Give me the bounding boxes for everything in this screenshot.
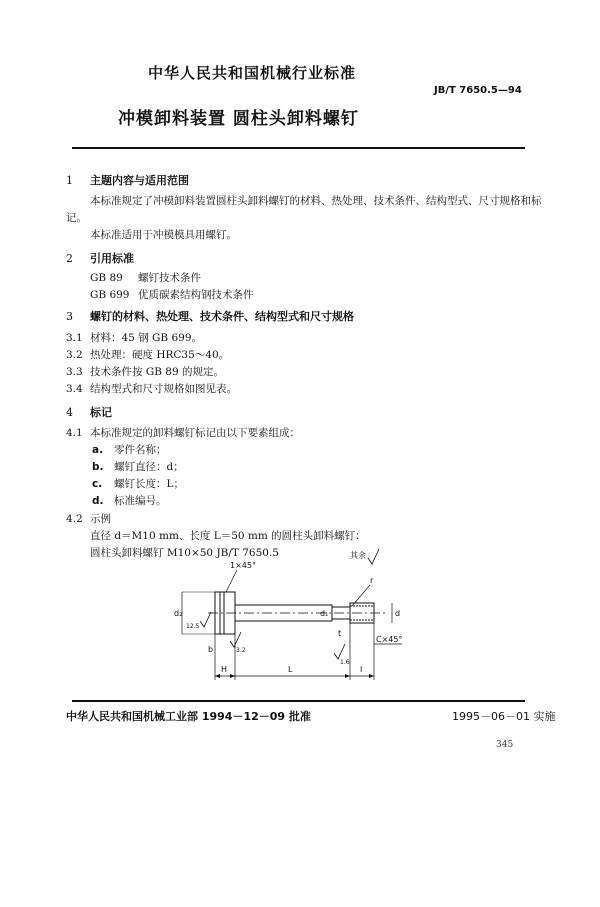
item-tag: a. bbox=[92, 444, 104, 456]
example-line-1: 直径 d＝M10 mm、长度 L＝50 mm 的圆柱头卸料螺钉： bbox=[90, 530, 366, 542]
clause-3-1 bbox=[66, 330, 202, 345]
clause-title: 示例 bbox=[90, 513, 111, 525]
section-title: 标记 bbox=[90, 406, 112, 419]
section-number: 4 bbox=[66, 406, 73, 419]
section-3-heading bbox=[66, 308, 354, 324]
clause-text: 本标准规定的卸料螺钉标记由以下要素组成： bbox=[90, 427, 300, 439]
item-text: 标准编号。 bbox=[114, 495, 167, 507]
section-1-paragraph-2: 本标准适用于冲模模具用螺钉。 bbox=[90, 229, 237, 241]
section-title: 主题内容与适用范围 bbox=[90, 174, 189, 187]
section-4-heading bbox=[66, 404, 112, 420]
item-text: 螺钉长度：L； bbox=[114, 478, 184, 490]
section-1-paragraph-1: 本标准规定了冲模卸料装置圆柱头卸料螺钉的材料、热处理、技术条件、结构型式、尺寸规格和标 bbox=[90, 195, 542, 207]
roughness-value: 12.5 bbox=[186, 623, 200, 630]
issuing-body-title: 中华人民共和国机械行业标准 bbox=[148, 64, 357, 82]
rest-roughness-note: 其余 bbox=[350, 551, 366, 560]
example-line-2: 圆柱头卸料螺钉 M10×50 JB/T 7650.5 bbox=[90, 547, 279, 559]
clause-text: 材料：45 钢 GB 699。 bbox=[90, 332, 203, 344]
item-text: 零件名称； bbox=[114, 444, 167, 456]
clause-3-2 bbox=[66, 347, 229, 362]
marking-element bbox=[92, 459, 184, 474]
d2-label: d₂ bbox=[174, 609, 183, 618]
section-1-heading bbox=[66, 172, 189, 188]
roughness-value: 1.6 bbox=[340, 659, 350, 666]
clause-4-2 bbox=[66, 511, 111, 526]
approval-date: 中华人民共和国机械工业部 1994－12－09 批准 bbox=[66, 710, 311, 723]
section-2-heading bbox=[66, 250, 134, 266]
header-rule bbox=[72, 147, 525, 149]
roughness-value: 3.2 bbox=[236, 647, 246, 654]
marking-element bbox=[92, 476, 184, 491]
dimension-arrow bbox=[230, 674, 235, 678]
roughness-symbol bbox=[334, 644, 345, 659]
screw-drawing bbox=[170, 548, 430, 690]
roughness-symbol bbox=[368, 549, 379, 564]
clause-text: 技术条件按 GB 89 的规定。 bbox=[90, 366, 224, 378]
reference-name: 螺钉技术条件 bbox=[138, 272, 201, 284]
b-label: b bbox=[208, 645, 214, 654]
d-label: d bbox=[395, 609, 401, 618]
chamfer-label: 1×45° bbox=[230, 561, 256, 570]
l-dimension-label: l bbox=[360, 665, 363, 674]
marking-element bbox=[92, 493, 167, 508]
marking-element bbox=[92, 442, 167, 457]
clause-number: 4.1 bbox=[66, 427, 83, 439]
chamfer-label: C×45° bbox=[376, 635, 403, 644]
radius-label: r bbox=[370, 576, 374, 585]
t-label: t bbox=[338, 629, 342, 638]
reference-item bbox=[90, 287, 254, 302]
chamfer-leader bbox=[226, 570, 237, 592]
reference-name: 优质碳素结构钢技术条件 bbox=[138, 289, 254, 301]
clause-number: 3.1 bbox=[66, 332, 83, 344]
d1-label: d₁ bbox=[320, 609, 329, 618]
clause-3-4 bbox=[66, 381, 237, 396]
dimension-arrow bbox=[369, 674, 374, 678]
item-tag: d. bbox=[92, 495, 104, 507]
section-1-paragraph-1-cont: 记。 bbox=[66, 212, 87, 224]
reference-code: GB 699 bbox=[90, 289, 130, 301]
clause-number: 3.2 bbox=[66, 349, 83, 361]
dimension-arrow bbox=[345, 674, 350, 678]
section-number: 3 bbox=[66, 310, 73, 323]
roughness-symbol bbox=[200, 612, 211, 627]
item-text: 螺钉直径：d； bbox=[114, 461, 184, 473]
section-title: 螺钉的材料、热处理、技术条件、结构型式和尺寸规格 bbox=[90, 310, 354, 323]
clause-text: 结构型式和尺寸规格如图见表。 bbox=[90, 383, 237, 395]
document-title: 冲模卸料装置 圆柱头卸料螺钉 bbox=[118, 109, 359, 129]
reference-code: GB 89 bbox=[90, 272, 123, 284]
footer-rule bbox=[72, 700, 525, 702]
standard-number: JB/T 7650.5—94 bbox=[434, 85, 522, 96]
item-tag: c. bbox=[92, 478, 103, 490]
clause-number: 3.3 bbox=[66, 366, 83, 378]
clause-number: 3.4 bbox=[66, 383, 83, 395]
section-title: 引用标准 bbox=[90, 252, 134, 265]
page-number: 345 bbox=[496, 740, 514, 750]
clause-text: 热处理：硬度 HRC35～40。 bbox=[90, 349, 230, 361]
section-number: 2 bbox=[66, 252, 73, 265]
H-dimension-label: H bbox=[221, 665, 228, 674]
clause-4-1 bbox=[66, 425, 300, 440]
clause-number: 4.2 bbox=[66, 513, 83, 525]
reference-item bbox=[90, 270, 201, 285]
implementation-date: 1995－06－01 实施 bbox=[452, 710, 556, 723]
item-tag: b. bbox=[92, 461, 104, 473]
section-number: 1 bbox=[66, 174, 73, 187]
dimension-arrow bbox=[215, 674, 220, 678]
L-dimension-label: L bbox=[288, 665, 293, 674]
clause-3-3 bbox=[66, 364, 224, 379]
